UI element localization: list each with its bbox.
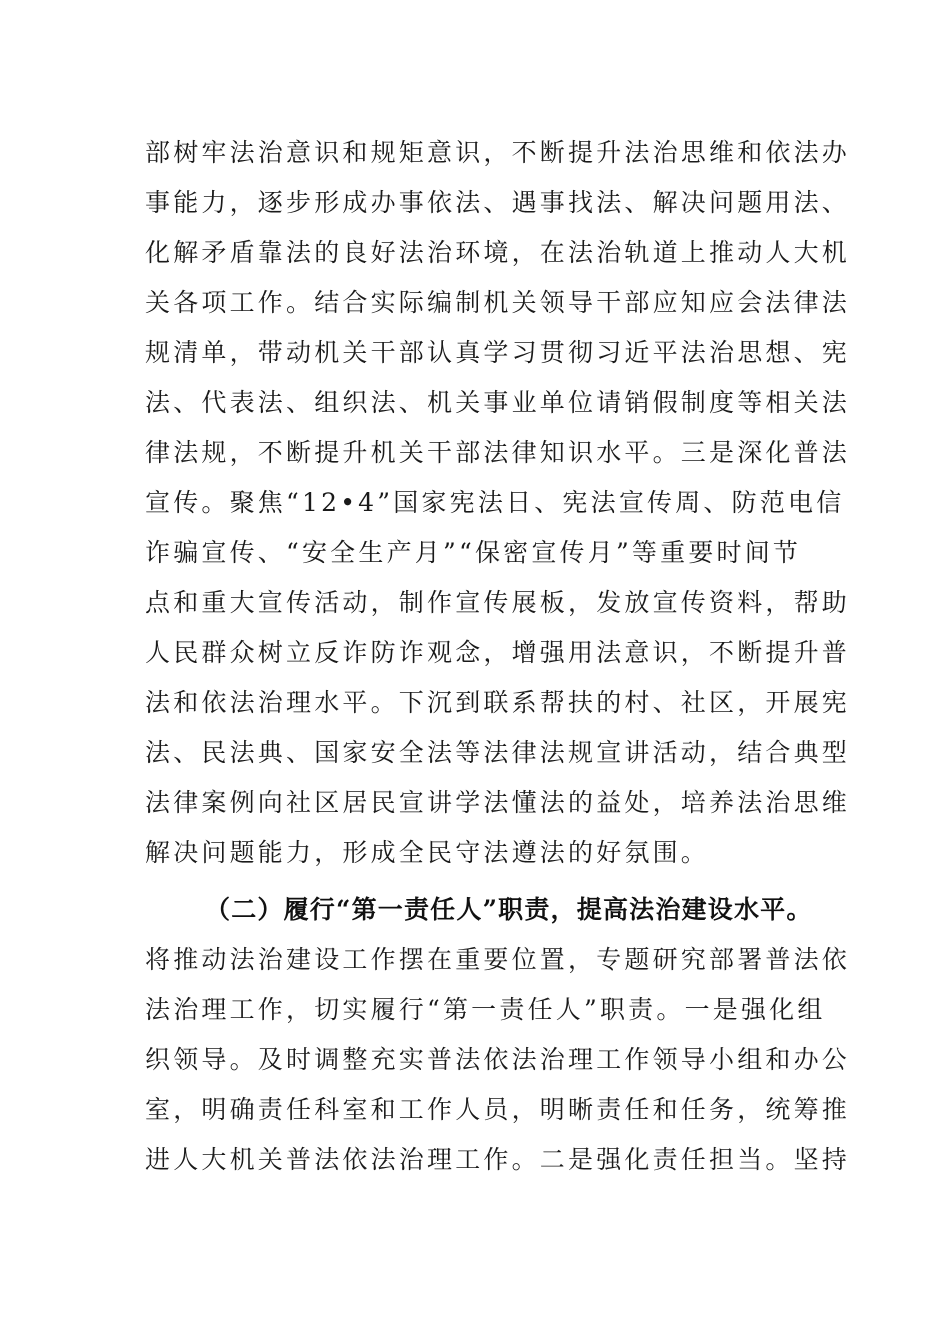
text-line: 律法规，不断提升机关干部法律知识水平。三是深化普法	[145, 438, 851, 467]
section-heading: （二）履行“第一责任人”职责，提高法治建设水平。	[205, 895, 813, 924]
text-line: 法和依法治理水平。下沉到联系帮扶的村、社区，开展宪	[145, 688, 851, 717]
text-line: 进人大机关普法依法治理工作。二是强化责任担当。坚持	[145, 1145, 851, 1174]
text-line: 织领导。及时调整充实普法依法治理工作领导小组和办公	[145, 1045, 851, 1074]
text-line: 法、民法典、国家安全法等法律法规宣讲活动，结合典型	[145, 738, 851, 767]
text-line: 法律案例向社区居民宣讲学法懂法的益处，培养法治思维	[145, 788, 851, 817]
text-line: 关各项工作。结合实际编制机关领导干部应知应会法律法	[145, 288, 851, 317]
text-line: 室，明确责任科室和工作人员，明晰责任和任务，统筹推	[145, 1095, 851, 1124]
text-line: 事能力，逐步形成办事依法、遇事找法、解决问题用法、	[145, 188, 851, 217]
text-line: 法、代表法、组织法、机关事业单位请销假制度等相关法	[145, 388, 851, 417]
text-line: 宣传。聚焦“12•4”国家宪法日、宪法宣传周、防范电信	[145, 488, 845, 517]
text-line: 解决问题能力，形成全民守法遵法的好氛围。	[145, 838, 710, 867]
text-line: 诈骗宣传、“安全生产月”“保密宣传月”等重要时间节	[145, 538, 802, 567]
text-line: 将推动法治建设工作摆在重要位置，专题研究部署普法依	[145, 945, 851, 974]
text-line: 法治理工作，切实履行“第一责任人”职责。一是强化组	[145, 995, 826, 1024]
text-line: 化解矛盾靠法的良好法治环境，在法治轨道上推动人大机	[145, 238, 851, 267]
text-line: 部树牢法治意识和规矩意识，不断提升法治思维和依法办	[145, 138, 851, 167]
text-line: 点和重大宣传活动，制作宣传展板，发放宣传资料，帮助	[145, 588, 851, 617]
text-line: 规清单，带动机关干部认真学习贯彻习近平法治思想、宪	[145, 338, 851, 367]
text-line: 人民群众树立反诈防诈观念，增强用法意识，不断提升普	[145, 638, 851, 667]
